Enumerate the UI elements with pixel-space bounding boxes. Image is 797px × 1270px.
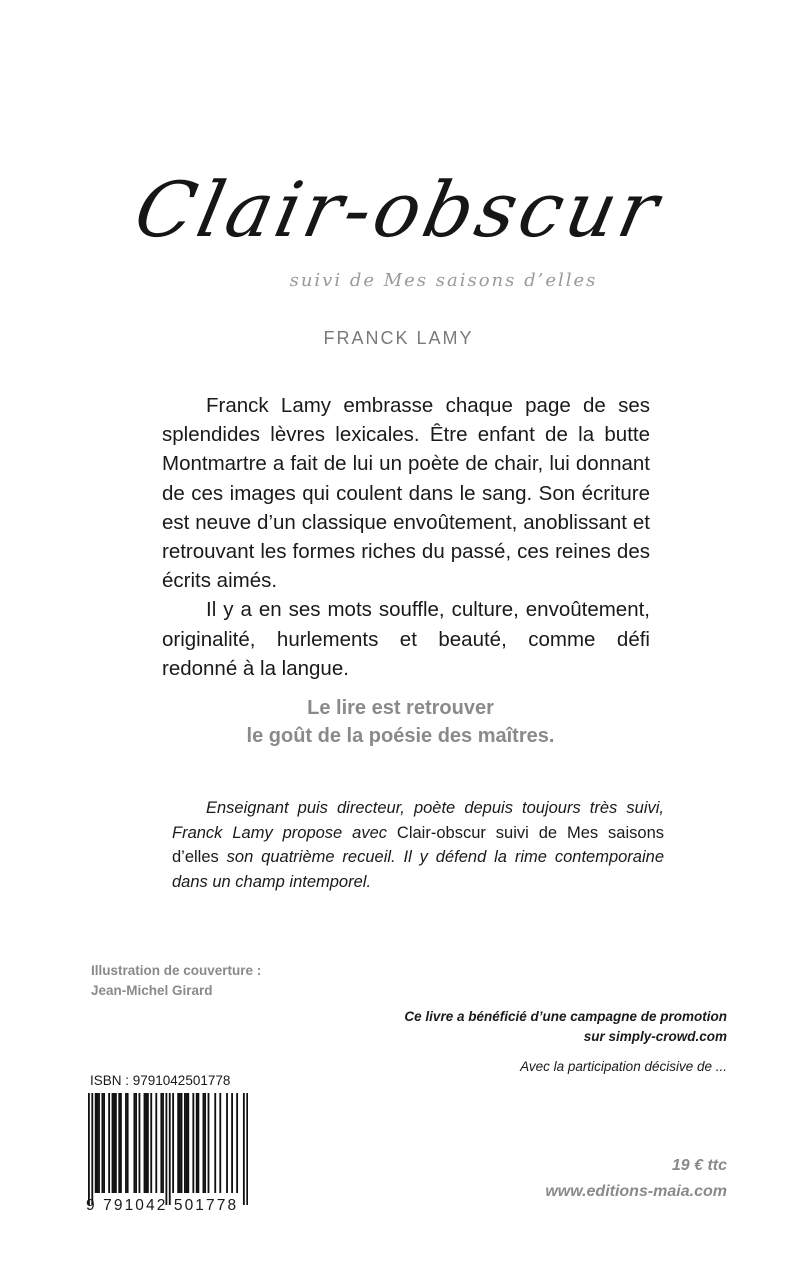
bio-text: Enseignant puis directeur, poète depuis toujours très suivi, Franck Lamy propose avec — [172, 799, 664, 842]
blurb-paragraph: Il y a en ses mots souffle, culture, envoûtement, originalité, hurlements et beauté, comme défi redonné à la langue. — [162, 598, 650, 680]
blurb-text — [162, 391, 650, 683]
participation-note: Avec la participation décisive de ... — [520, 1059, 727, 1074]
barcode-bar — [203, 1093, 205, 1193]
barcode-bar — [162, 1093, 164, 1193]
barcode-bar — [187, 1093, 189, 1193]
pull-quote — [0, 694, 797, 750]
barcode-bar — [150, 1093, 152, 1193]
barcode-bar — [112, 1093, 114, 1193]
barcode-bar — [208, 1093, 210, 1193]
barcode-bar — [118, 1093, 120, 1193]
isbn-label: ISBN : 9791042501778 — [90, 1073, 231, 1088]
barcode-bar — [226, 1093, 228, 1193]
barcode-bar — [115, 1093, 117, 1193]
pull-quote-line: Le lire est retrouver — [307, 697, 494, 719]
barcode-bar — [196, 1093, 198, 1193]
barcode-bar — [177, 1093, 179, 1193]
author-bio — [172, 796, 664, 894]
barcode-bar — [179, 1093, 181, 1193]
pull-quote-line: le goût de la poésie des maîtres. — [246, 725, 555, 747]
barcode-bar — [155, 1093, 157, 1193]
barcode-bar — [125, 1093, 127, 1193]
barcode-bar — [98, 1093, 100, 1193]
barcode-bar — [91, 1093, 93, 1205]
barcode-bar — [103, 1093, 105, 1193]
barcode-bar — [147, 1093, 149, 1193]
barcode-bar — [101, 1093, 103, 1193]
barcode-bar — [172, 1093, 174, 1193]
book-subtitle: suivi de Mes saisons d’elles — [289, 270, 598, 291]
barcode-bar — [133, 1093, 135, 1193]
illustration-artist: Jean-Michel Girard — [91, 983, 213, 998]
barcode-bar — [214, 1093, 216, 1193]
barcode-icon — [88, 1093, 248, 1205]
book-title: Clair-obscur — [127, 165, 670, 254]
promotion-line: Ce livre a bénéficié d’une campagne de promotion — [404, 1009, 727, 1024]
barcode-bar — [96, 1093, 98, 1193]
barcode-bar — [135, 1093, 137, 1193]
promotion-line: sur simply-crowd.com — [583, 1029, 727, 1044]
barcode-bar — [184, 1093, 186, 1193]
barcode-bar — [243, 1093, 245, 1205]
barcode-bar — [139, 1093, 141, 1193]
barcode-bar — [236, 1093, 238, 1193]
barcode-bar — [192, 1093, 194, 1193]
barcode-bar — [88, 1093, 90, 1205]
barcode-bar — [108, 1093, 110, 1193]
bio-title-ref: Clair-obscur suivi de Mes saisons d’elles — [172, 823, 664, 866]
barcode-bar — [145, 1093, 147, 1193]
blurb-paragraph: Franck Lamy embrasse chaque page de ses splendides lèvres lexicales. Être enfant de la butte Montmartre a fait de lui un poète de chair, lui donnant de ces images qui coulent dans le sang. Son écriture est neuve d’un classique envoûtement, anoblissant et retrouvant les formes riches du passé, ces reines des écrits aimés. — [162, 394, 650, 593]
barcode-bar — [144, 1093, 146, 1193]
barcode-bar — [197, 1093, 199, 1193]
barcode-bar — [181, 1093, 183, 1193]
bio-text: son quatrième recueil. Il y défend la rime contemporaine dans un champ intemporel. — [172, 848, 664, 891]
barcode-bar — [246, 1093, 248, 1205]
barcode-bar — [113, 1093, 115, 1193]
barcode-digits: 9 791042 501778 — [86, 1197, 239, 1214]
price-label: 19 € ttc — [671, 1157, 727, 1174]
barcode-bar — [186, 1093, 188, 1193]
author-bio-paragraph — [172, 796, 664, 894]
barcode-bar — [169, 1093, 171, 1205]
barcode-bar — [120, 1093, 122, 1193]
barcode-bar — [165, 1093, 167, 1205]
publisher-website: www.editions-maia.com — [545, 1183, 727, 1200]
author-name: FRANCK LAMY — [323, 328, 474, 348]
barcode-bar — [204, 1093, 206, 1193]
barcode-bar — [127, 1093, 129, 1193]
promotion-note — [404, 1007, 727, 1047]
barcode-bar — [95, 1093, 97, 1193]
barcode-bar — [231, 1093, 233, 1193]
barcode-bar — [160, 1093, 162, 1193]
illustration-credit — [91, 961, 261, 1001]
barcode-bar — [219, 1093, 221, 1193]
illustration-label: Illustration de couverture : — [91, 963, 262, 978]
